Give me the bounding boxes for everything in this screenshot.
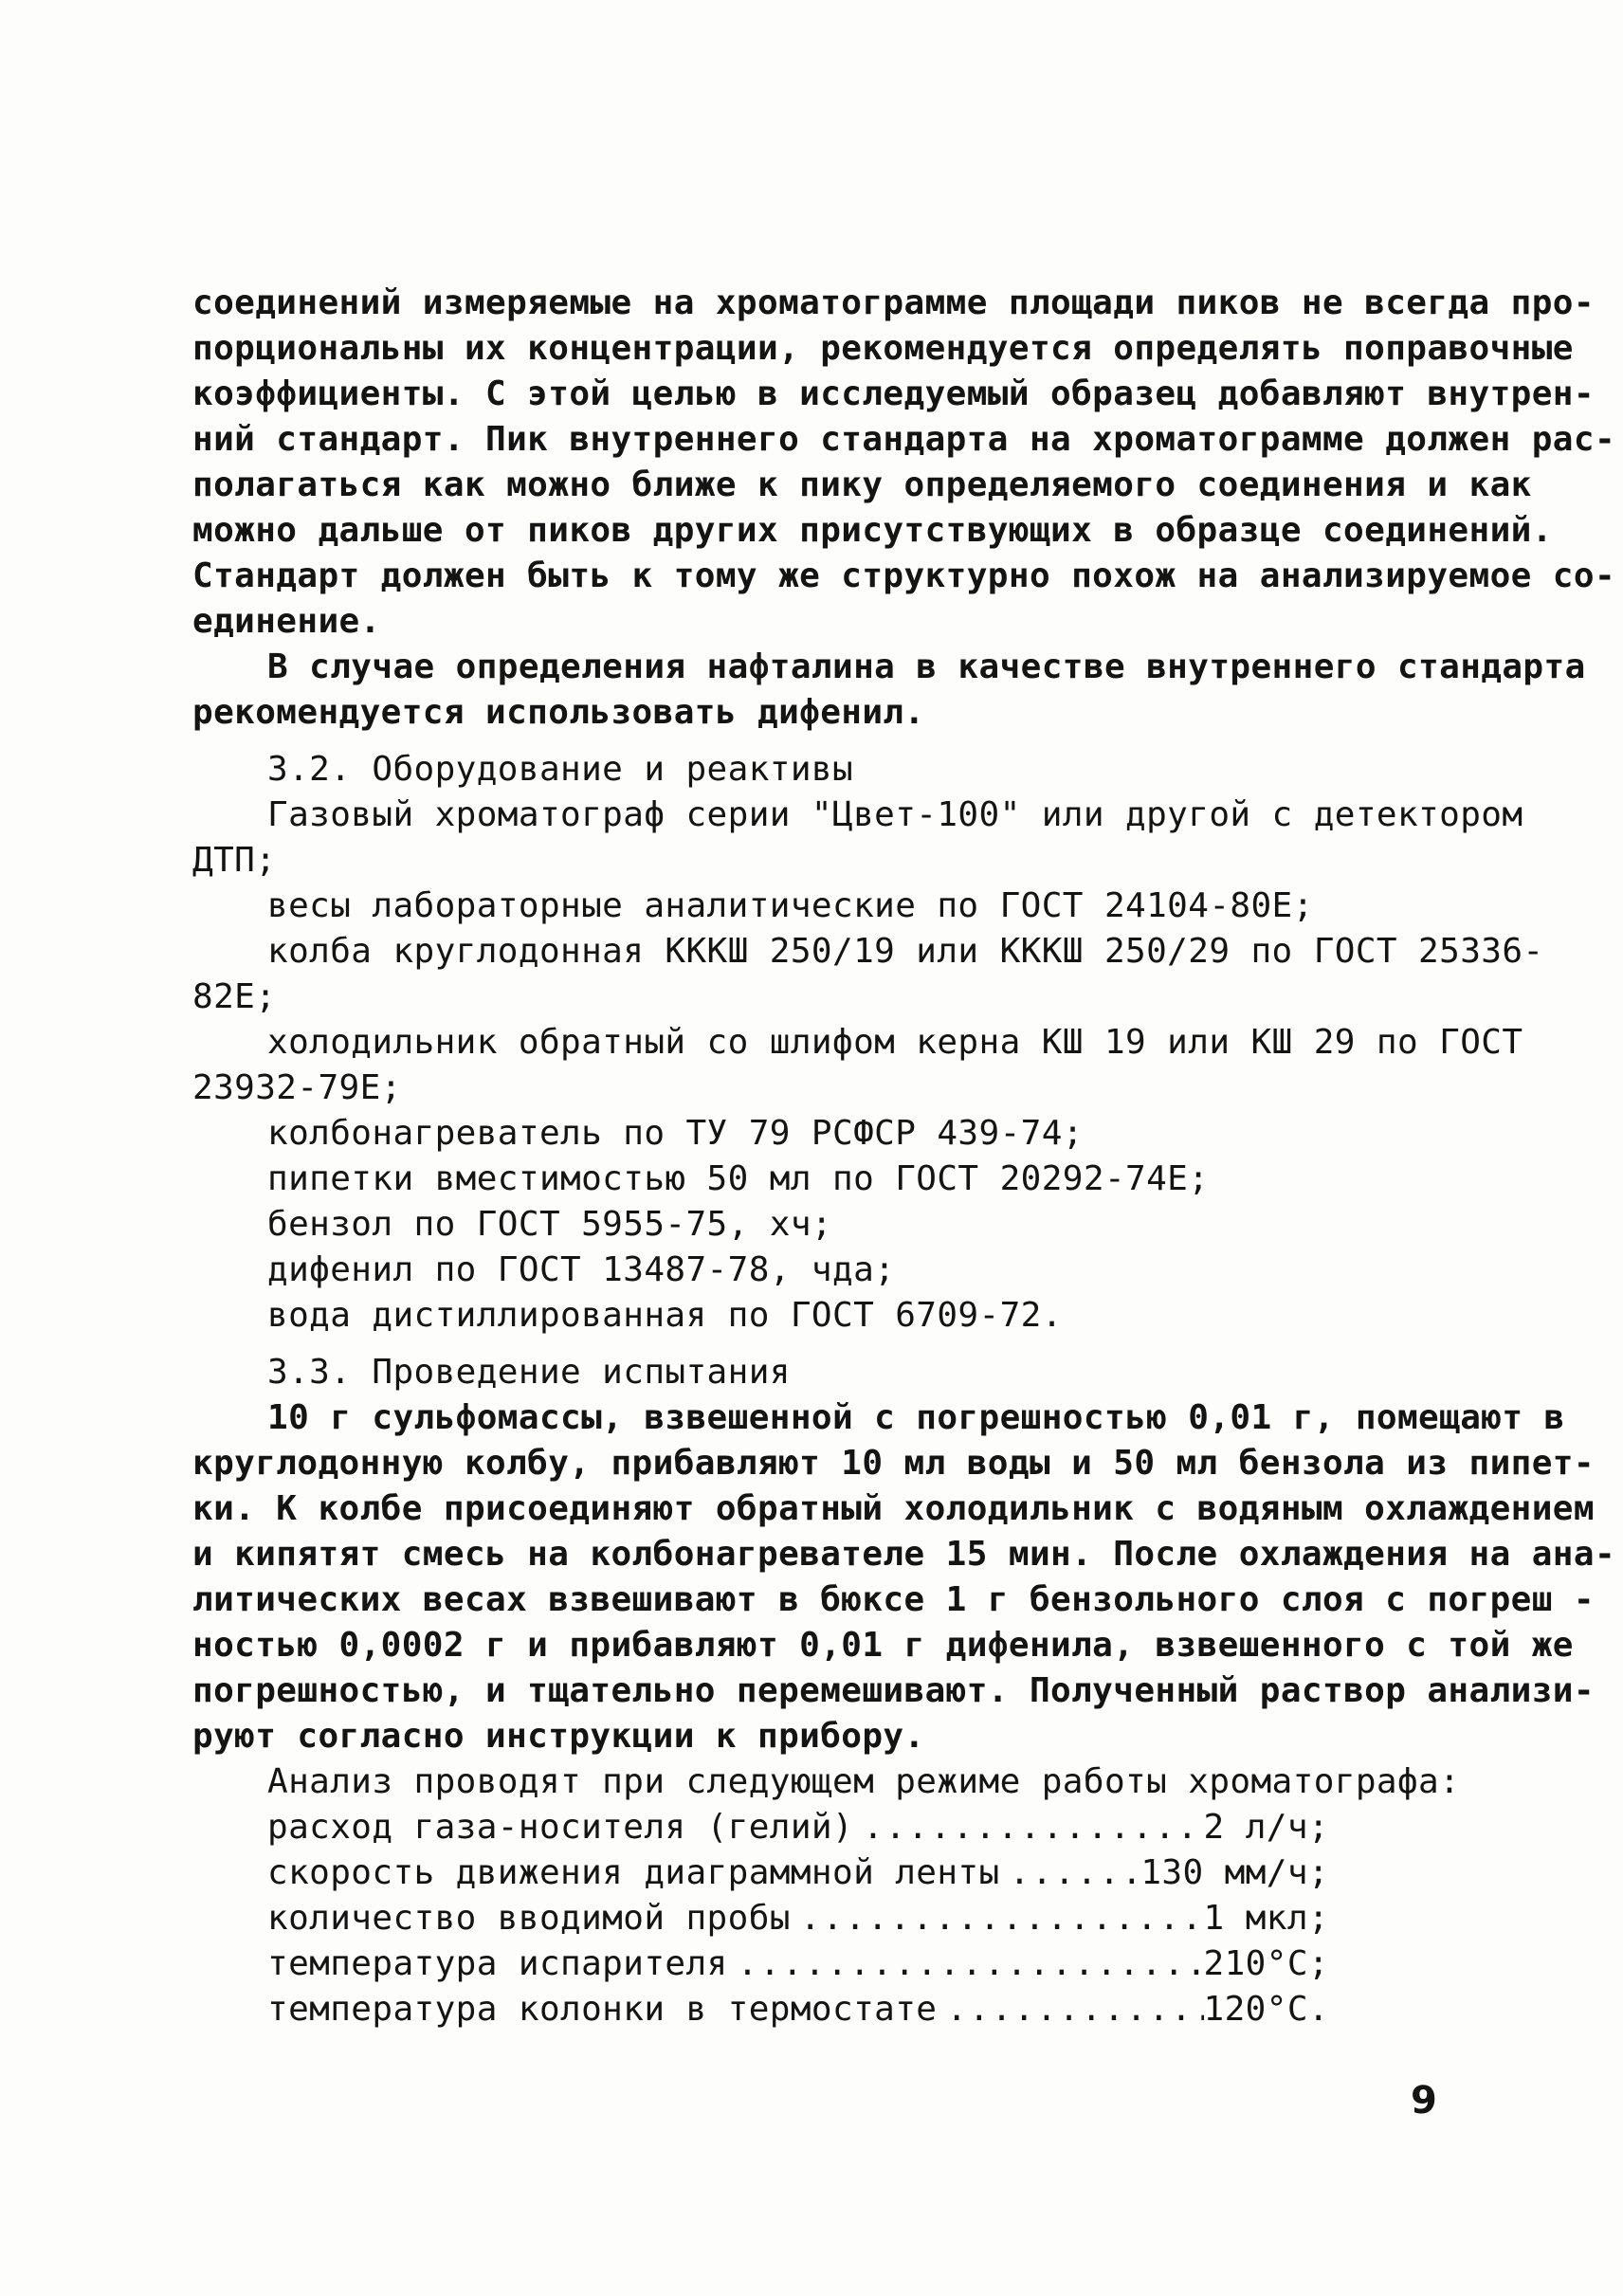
mode-intro: Анализ проводят при следующем режиме работы хроматографа:	[267, 1762, 1461, 1801]
text-line: бензол по ГОСТ 5955-75, хч;	[267, 1205, 832, 1244]
text-line: ки. К колбе присоединяют обратный холодильник с водяным охлаждением	[192, 1489, 1595, 1528]
mode-item-label: температура испарителя	[267, 1944, 728, 1983]
mode-item-label: количество вводимой пробы	[267, 1899, 791, 1938]
text-line: руют согласно инструкции к прибору.	[192, 1717, 925, 1756]
mode-item	[267, 1941, 1434, 1987]
text-line: ДТП;	[192, 841, 277, 880]
text-line: можно дальше от пиков других присутствующих в образце соединений.	[192, 511, 1553, 550]
section-heading: 3.3. Проведение испытания	[267, 1353, 791, 1392]
text-line: литических весах взвешивают в бюксе 1 г бензольного слоя с погреш -	[192, 1580, 1595, 1619]
text-line: В случае определения нафталина в качестве внутреннего стандарта	[267, 647, 1586, 686]
mode-item	[267, 1805, 1434, 1850]
mode-item-label: скорость движения диаграммной ленты	[267, 1853, 1000, 1892]
text-line: колба круглодонная КККШ 250/19 или КККШ 250/29 по ГОСТ 25336-	[267, 932, 1544, 971]
mode-item-value: 130 мм/ч;	[1140, 1853, 1329, 1892]
text-line: полагаться как можно ближе к пику определяемого соединения и как	[192, 465, 1532, 504]
text-line: Газовый хроматограф серии "Цвет-100" или другой с детектором	[267, 795, 1523, 834]
text-line: 82Е;	[192, 977, 277, 1016]
mode-item-unit: °C;	[1266, 1944, 1329, 1983]
text-line: весы лабораторные аналитические по ГОСТ 24104-80Е;	[267, 886, 1314, 925]
text-line: холодильник обратный со шлифом керна КШ 19 или КШ 29 по ГОСТ	[267, 1023, 1523, 1062]
text-line: и кипятят смесь на колбонагревателе 15 мин. После охлаждения на ана-	[192, 1535, 1616, 1574]
text-line: коэффициенты. С этой целью в исследуемый образец добавляют внутрен-	[192, 374, 1595, 413]
mode-item-label: температура колонки в термостате	[267, 1990, 938, 2029]
text-line: 23932-79Е;	[192, 1068, 402, 1107]
page-number: 9	[1411, 2079, 1437, 2123]
mode-item-value: 1 мкл;	[1203, 1899, 1329, 1938]
mode-item-label: расход газа-носителя (гелий)	[267, 1808, 854, 1847]
mode-item-number: 210	[1203, 1944, 1267, 1983]
text-line: погрешностью, и тщательно перемешивают. Полученный раствор анализи-	[192, 1671, 1595, 1710]
leader-dots	[728, 1941, 1204, 1987]
text-line: круглодонную колбу, прибавляют 10 мл воды и 50 мл бензола из пипет-	[192, 1444, 1595, 1483]
text-line: 10 г сульфомассы, взвешенной с погрешностью 0,01 г, помещают в	[267, 1398, 1565, 1437]
text-line: порциональны их концентрации, рекомендуется определять поправочные	[192, 329, 1574, 368]
mode-item	[267, 1987, 1434, 2032]
section-heading: 3.2. Оборудование и реактивы	[267, 750, 854, 789]
leader-dots	[937, 1987, 1203, 2032]
leader-dots	[853, 1805, 1203, 1850]
leader-dots	[791, 1896, 1204, 1941]
text-line: вода дистиллированная по ГОСТ 6709-72.	[267, 1296, 1063, 1335]
text-line: пипетки вместимостью 50 мл по ГОСТ 20292-74Е;	[267, 1159, 1210, 1198]
mode-item	[267, 1896, 1434, 1941]
text-line: соединений измеряемые на хроматограмме площади пиков не всегда про-	[192, 283, 1595, 322]
text-line: дифенил по ГОСТ 13487-78, чда;	[267, 1250, 896, 1289]
leader-dots	[1000, 1850, 1141, 1896]
mode-item-value: 2 л/ч;	[1203, 1808, 1329, 1847]
mode-item-number: 120	[1203, 1990, 1267, 2029]
text-line: колбонагреватель по ТУ 79 РСФСР 439-74;	[267, 1114, 1084, 1153]
text-line: единение.	[192, 602, 381, 641]
text-line: рекомендуется использовать дифенил.	[192, 693, 925, 732]
text-line: ностью 0,0002 г и прибавляют 0,01 г дифенила, взвешенного с той же	[192, 1626, 1574, 1665]
mode-item	[267, 1850, 1434, 1896]
text-line: ний стандарт. Пик внутреннего стандарта на хроматограмме должен рас-	[192, 420, 1616, 459]
mode-item-unit: °C.	[1266, 1990, 1329, 2029]
mode-item-value	[1204, 1987, 1329, 2032]
mode-item-value	[1204, 1941, 1329, 1987]
text-line: Стандарт должен быть к тому же структурно похож на анализируемое со-	[192, 556, 1616, 595]
